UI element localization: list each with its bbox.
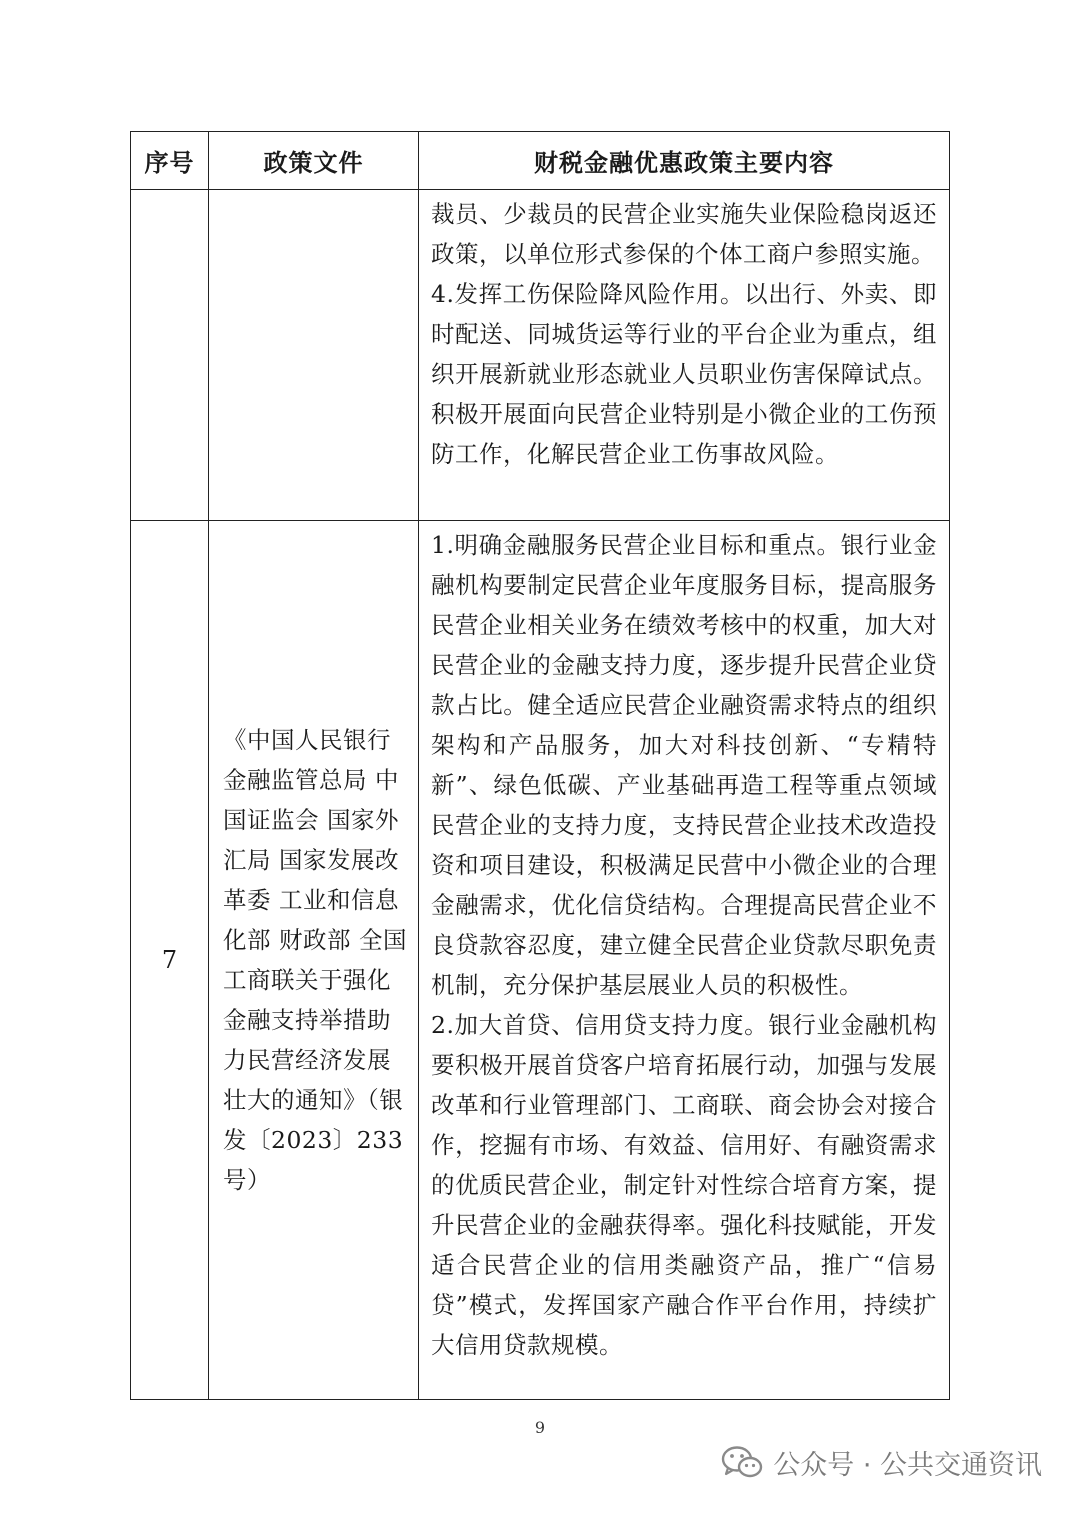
policy-content [419,521,950,1400]
row-number: 7 [131,521,209,1400]
watermark-text: 公众号 · 公共交通资讯 [773,1449,1042,1481]
policy-document: 《中国人民银行 金融监管总局 中国证监会 国家外汇局 国家发展改革委 工业和信息化部 财政部 全国工商联关于强化金融支持举措助力民营经济发展壮大的通知》（银发〔2023〕233号） [209,521,419,1400]
policy-content [419,190,950,521]
policy-document [209,190,419,521]
policy-table [130,131,950,1400]
content-paragraph: 2.加大首贷、信用贷支持力度。银行业金融机构要积极开展首贷客户培育拓展行动，加强与发展改革和行业管理部门、工商联、商会协会对接合作，挖掘有市场、有效益、信用好、有融资需求的优质民营企业，制定针对性综合培育方案，提升民营企业的金融获得率。强化科技赋能，开发适合民营企业的信用类融资产品，推广“信易贷”模式，发挥国家产融合作平台作用，持续扩大信用贷款规模。 [431,1011,937,1359]
table-header-row [131,132,950,190]
row-number [131,190,209,521]
content-paragraph: 裁员、少裁员的民营企业实施失业保险稳岗返还政策，以单位形式参保的个体工商户参照实施。 [431,200,937,268]
content-paragraph: 4.发挥工伤保险降风险作用。以出行、外卖、即时配送、同城货运等行业的平台企业为重点，组织开展新就业形态就业人员职业伤害保障试点。积极开展面向民营企业特别是小微企业的工伤预防工作，化解民营企业工伤事故风险。 [431,280,937,468]
wechat-icon [721,1445,763,1479]
header-no: 序号 [131,132,209,190]
header-content: 财税金融优惠政策主要内容 [419,132,950,190]
table-row [131,190,950,521]
page-number: 9 [534,1418,546,1437]
table-row [131,521,950,1400]
content-paragraph: 1.明确金融服务民营企业目标和重点。银行业金融机构要制定民营企业年度服务目标，提高服务民营企业相关业务在绩效考核中的权重，加大对民营企业的金融支持力度，逐步提升民营企业贷款占比。健全适应民营企业融资需求特点的组织架构和产品服务，加大对科技创新、“专精特新”、绿色低碳、产业基础再造工程等重点领域民营企业的支持力度，支持民营企业技术改造投资和项目建设，积极满足民营中小微企业的合理金融需求，优化信贷结构。合理提高民营企业不良贷款容忍度，建立健全民营企业贷款尽职免责机制，充分保护基层展业人员的积极性。 [431,531,937,999]
header-document: 政策文件 [209,132,419,190]
watermark [721,1440,1042,1484]
